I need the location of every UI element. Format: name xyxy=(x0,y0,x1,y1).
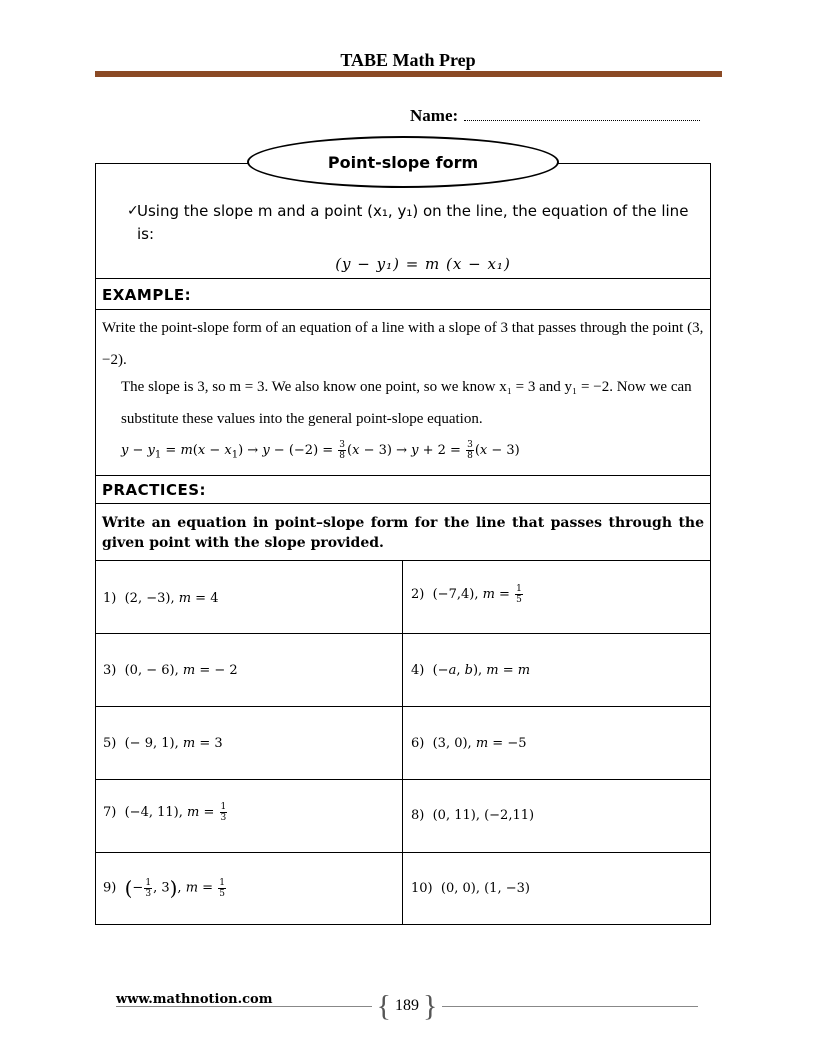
grid-divider xyxy=(95,633,711,634)
practices-heading: PRACTICES: xyxy=(102,481,207,499)
grid-divider xyxy=(95,706,711,707)
item-label: 3) xyxy=(103,663,117,678)
example-answer: The slope is 3, so m = 3. We also know one point, so we know x₁ = 3 and y₁ = −2. Now we can substitute these values into the general point-slope equation. xyxy=(121,379,692,427)
intro-line: Using the slope m and a point (x₁, y₁) on the line, the equation of the line is: xyxy=(137,202,689,243)
item-label: 9) xyxy=(103,880,117,896)
divider xyxy=(95,503,711,504)
example-heading: EXAMPLE: xyxy=(102,286,192,304)
item-label: 7) xyxy=(103,805,117,820)
practice-item-6: 6) (3, 0), m = −5 xyxy=(411,736,527,751)
item-label: 2) xyxy=(411,587,425,602)
header-rule xyxy=(95,71,722,77)
right-brace-icon: } xyxy=(423,989,438,1023)
item-label: 10) xyxy=(411,881,433,896)
divider xyxy=(95,309,711,310)
page-header-title: TABE Math Prep xyxy=(340,50,476,70)
item-label: 4) xyxy=(411,663,425,678)
example-equation: $y - y_1 = m(x - x_1) \to y - (-2)$ = $\frac{3}{8}$ (x − 3) → y + 2 = $\frac{3}{8}$ (x − 3) xyxy=(121,440,520,461)
divider xyxy=(95,278,711,279)
practice-instructions: Write an equation in point–slope form for the line that passes through the given point with the slope provided. xyxy=(102,515,704,551)
name-label: Name: xyxy=(410,106,459,125)
checkmark-icon: ✓ xyxy=(127,203,139,219)
page-number xyxy=(372,990,442,1022)
example-question: Write the point-slope form of an equation of a line with a slope of 3 that passes through the point (3, −2). xyxy=(102,320,704,368)
practice-item-9: 9) (− $\frac{1}{3}$ , 3), m = $\frac{1}{5}$ xyxy=(103,876,225,900)
grid-column-divider xyxy=(402,560,403,925)
name-blank[interactable] xyxy=(464,110,700,121)
page-number-value: 189 xyxy=(395,997,419,1014)
left-brace-icon: { xyxy=(376,989,391,1023)
point-slope-formula: (y − y₁) = m (x − x₁) xyxy=(335,255,511,273)
item-label: 8) xyxy=(411,808,425,823)
intro-block xyxy=(115,200,710,276)
footer-website: www.mathnotion.com xyxy=(116,992,273,1007)
practice-item-10: 10) (0, 0), (1, −3) xyxy=(411,881,530,896)
practice-item-5: 5) (− 9, 1), m = 3 xyxy=(103,736,223,751)
topic-title: Point-slope form xyxy=(247,136,559,188)
name-field[interactable] xyxy=(410,106,700,126)
practice-item-8: 8) (0, 11), (−2,11) xyxy=(411,808,535,823)
practice-item-7: 7) (−4, 11), m = $\frac{1}{3}$ xyxy=(103,802,227,823)
divider xyxy=(95,475,711,476)
item-label: 1) xyxy=(103,591,117,606)
practice-item-2: 2) (−7,4), m = $\frac{1}{5}$ xyxy=(411,584,522,605)
grid-divider xyxy=(95,779,711,780)
practice-item-1: 1) (2, −3), m = 4 xyxy=(103,591,219,606)
practice-item-3: 3) (0, − 6), m = − 2 xyxy=(103,663,238,678)
item-label: 6) xyxy=(411,736,425,751)
intro-text xyxy=(137,200,709,276)
grid-divider xyxy=(95,852,711,853)
item-label: 5) xyxy=(103,736,117,751)
grid-divider xyxy=(95,560,711,561)
practice-item-4: 4) (−a, b), m = m xyxy=(411,663,531,678)
